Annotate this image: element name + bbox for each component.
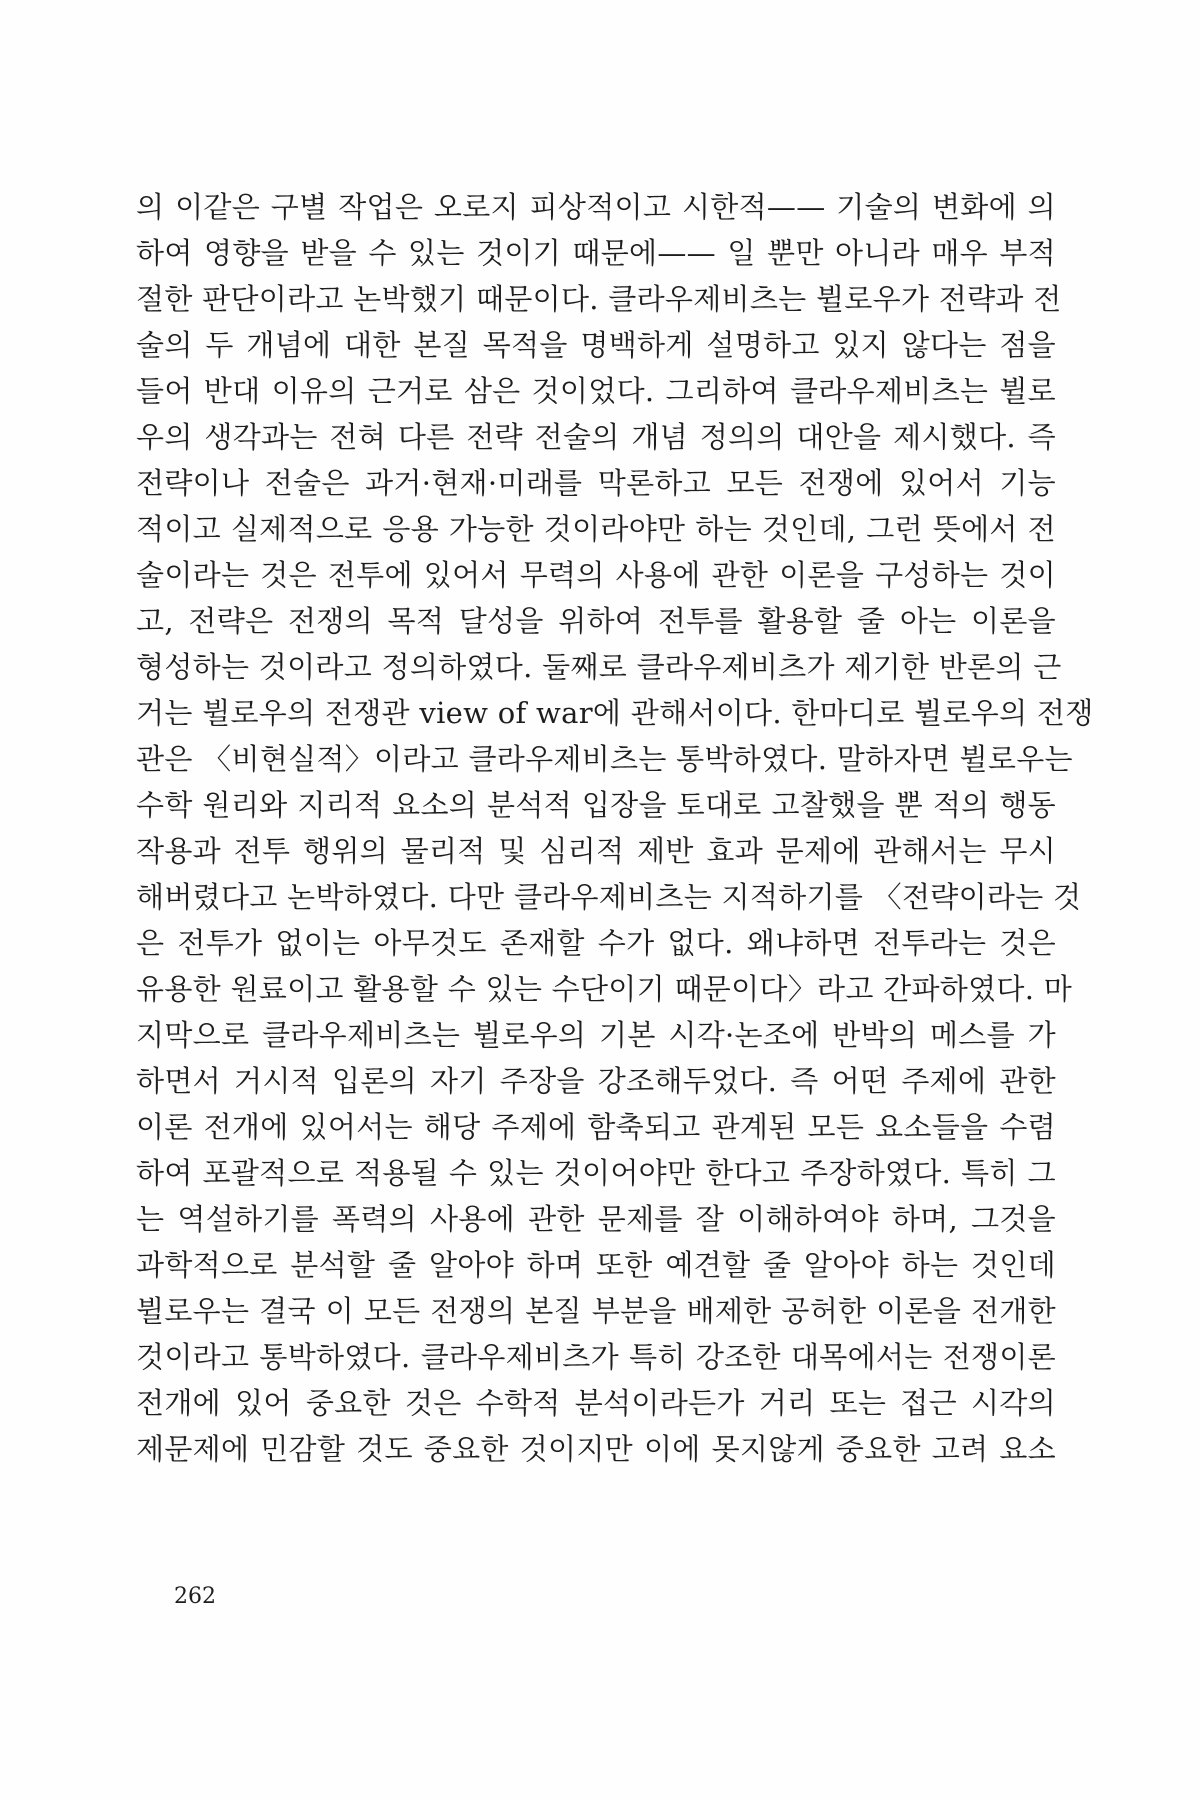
text-line: 해버렸다고 논박하였다. 다만 클라우제비츠는 지적하기를 〈전략이라는 것 xyxy=(136,880,1082,914)
text-line: 적이고 실제적으로 응용 가능한 것이라야만 하는 것인데, 그런 뜻에서 전 xyxy=(136,512,1056,546)
text-line: 전개에 있어 중요한 것은 수학적 분석이라든가 거리 또는 접근 시각의 xyxy=(136,1386,1056,1420)
text-line: 관은 〈비현실적〉이라고 클라우제비츠는 통박하였다. 말하자면 뷜로우는 xyxy=(136,742,1073,776)
text-line: 들어 반대 이유의 근거로 삼은 것이었다. 그리하여 클라우제비츠는 뷜로 xyxy=(136,374,1056,408)
text-line: 의 이같은 구별 작업은 오로지 피상적이고 시한적—— 기술의 변화에 의 xyxy=(136,190,1056,224)
text-line: 이론 전개에 있어서는 해당 주제에 함축되고 관계된 모든 요소들을 수렴 xyxy=(136,1110,1056,1144)
text-line: 뷜로우는 결국 이 모든 전쟁의 본질 부분을 배제한 공허한 이론을 전개한 xyxy=(136,1294,1056,1328)
text-line: 전략이나 전술은 과거·현재·미래를 막론하고 모든 전쟁에 있어서 기능 xyxy=(136,466,1056,500)
text-line: 절한 판단이라고 논박했기 때문이다. 클라우제비츠는 뷜로우가 전략과 전 xyxy=(136,282,1062,316)
text-line: 우의 생각과는 전혀 다른 전략 전술의 개념 정의의 대안을 제시했다. 즉 xyxy=(136,420,1056,454)
text-line: 고, 전략은 전쟁의 목적 달성을 위하여 전투를 활용할 줄 아는 이론을 xyxy=(136,604,1056,638)
text-line: 하여 포괄적으로 적용될 수 있는 것이어야만 한다고 주장하였다. 특히 그 xyxy=(136,1156,1056,1190)
text-line: 유용한 원료이고 활용할 수 있는 수단이기 때문이다〉라고 간파하였다. 마 xyxy=(136,972,1073,1006)
text-line: 은 전투가 없이는 아무것도 존재할 수가 없다. 왜냐하면 전투라는 것은 xyxy=(136,926,1056,960)
text-line: 하여 영향을 받을 수 있는 것이기 때문에—— 일 뿐만 아니라 매우 부적 xyxy=(136,236,1056,270)
text-line: 작용과 전투 행위의 물리적 및 심리적 제반 효과 문제에 관해서는 무시 xyxy=(136,834,1056,868)
text-line: 형성하는 것이라고 정의하였다. 둘째로 클라우제비츠가 제기한 반론의 근 xyxy=(136,650,1062,684)
text-line: 것이라고 통박하였다. 클라우제비츠가 특히 강조한 대목에서는 전쟁이론 xyxy=(136,1340,1056,1374)
text-line: 거는 뷜로우의 전쟁관 view of war에 관해서이다. 한마디로 뷜로우의 전쟁 xyxy=(136,696,1094,730)
text-line: 하면서 거시적 입론의 자기 주장을 강조해두었다. 즉 어떤 주제에 관한 xyxy=(136,1064,1056,1098)
text-line: 술의 두 개념에 대한 본질 목적을 명백하게 설명하고 있지 않다는 점을 xyxy=(136,328,1056,362)
page-number: 262 xyxy=(174,1584,216,1609)
text-line: 과학적으로 분석할 줄 알아야 하며 또한 예견할 줄 알아야 하는 것인데 xyxy=(136,1248,1056,1282)
text-line: 지막으로 클라우제비츠는 뷜로우의 기본 시각·논조에 반박의 메스를 가 xyxy=(136,1018,1056,1052)
text-line: 제문제에 민감할 것도 중요한 것이지만 이에 못지않게 중요한 고려 요소 xyxy=(136,1432,1056,1466)
text-line: 는 역설하기를 폭력의 사용에 관한 문제를 잘 이해하여야 하며, 그것을 xyxy=(136,1202,1056,1236)
body-text xyxy=(136,184,1094,1472)
text-line: 술이라는 것은 전투에 있어서 무력의 사용에 관한 이론을 구성하는 것이 xyxy=(136,558,1056,592)
text-line: 수학 원리와 지리적 요소의 분석적 입장을 토대로 고찰했을 뿐 적의 행동 xyxy=(136,788,1056,822)
